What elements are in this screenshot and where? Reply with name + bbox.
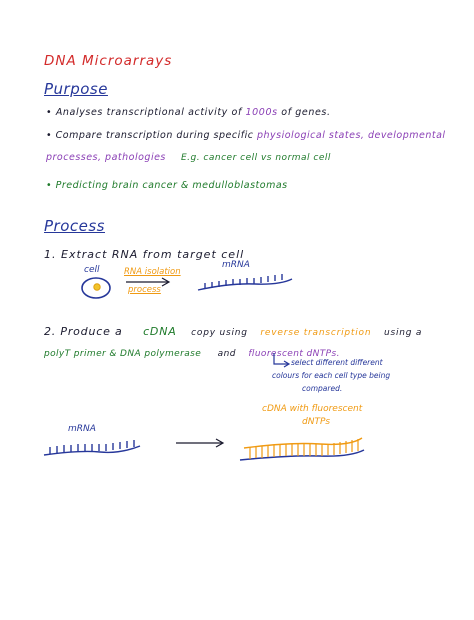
step2-note1: select different different xyxy=(291,358,383,367)
step1-label: 1. Extract RNA from target cell xyxy=(44,248,245,261)
step2-using-a: using a xyxy=(383,328,423,338)
purpose-heading: Purpose xyxy=(44,80,108,98)
bullet-compare xyxy=(46,131,446,141)
bullet-compare-line2 xyxy=(46,153,331,163)
step2-and: and xyxy=(217,349,236,359)
step2-mrna-strand xyxy=(44,440,140,455)
bullet-predicting: • Predicting brain cancer & medulloblastomas xyxy=(46,180,288,191)
step2-note3: compared. xyxy=(302,384,343,393)
process-label: process xyxy=(128,285,161,295)
cdna-fluorescent-label: cDNA with fluorescent xyxy=(262,404,363,414)
page-title: DNA Microarrays xyxy=(44,53,173,69)
cell-drawing xyxy=(82,278,110,298)
cell-label: cell xyxy=(84,265,100,275)
step2-prefix: 2. Produce a xyxy=(44,325,123,338)
step2-arrow xyxy=(176,439,223,447)
process-heading: Process xyxy=(44,217,105,235)
step2-copy-using: copy using xyxy=(191,328,248,338)
bullet-compare-example: E.g. cancer cell vs normal cell xyxy=(180,153,331,163)
step1-mrna-strand xyxy=(198,274,292,290)
cell-nucleus xyxy=(94,284,100,290)
bullet-analyses-suffix: of genes. xyxy=(281,107,331,118)
step2-primer: polyT primer & DNA polymerase xyxy=(44,349,202,359)
bullet-analyses-highlight: 1000s xyxy=(245,107,278,118)
cdna-dntps-label: dNTPs xyxy=(302,417,331,427)
bullet-analyses-prefix: • Analyses transcriptional activity of xyxy=(46,107,242,118)
bullet-compare-prefix: • Compare transcription during specific xyxy=(46,130,254,141)
step2-fluorescent: fluorescent dNTPs. xyxy=(248,349,340,359)
step2-reverse-transcription: reverse transcription xyxy=(260,328,372,338)
step2-line1 xyxy=(44,326,422,338)
cdna-double-strand xyxy=(240,438,364,460)
bullet-analyses xyxy=(46,108,331,118)
bullet-compare-states: physiological states, developmental xyxy=(256,130,446,141)
step2-cdna: cDNA xyxy=(143,325,177,338)
step2-note2: colours for each cell type being xyxy=(272,371,391,380)
bullet-compare-processes: processes, pathologies xyxy=(46,152,166,163)
rna-isolation-label: RNA isolation xyxy=(124,267,181,277)
step2-mrna-label: mRNA xyxy=(68,424,96,434)
step1-mrna-label: mRNA xyxy=(222,260,250,270)
